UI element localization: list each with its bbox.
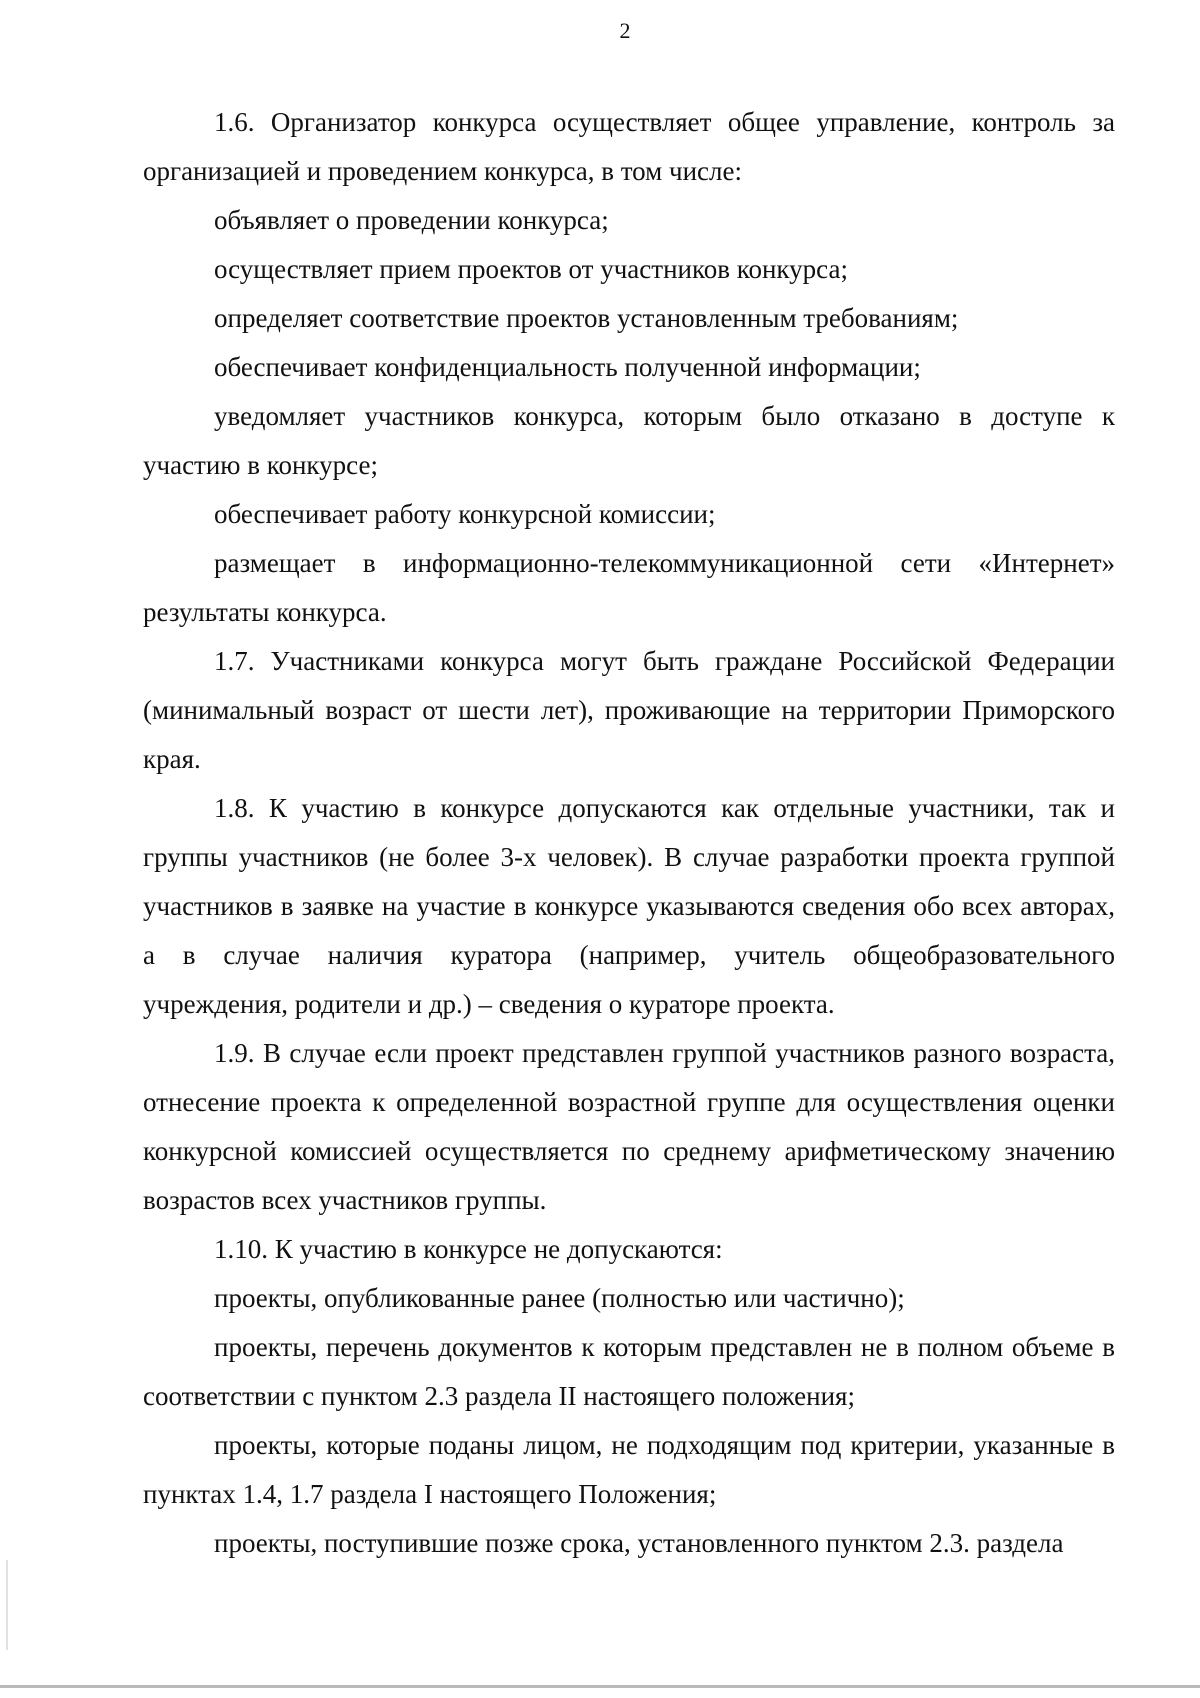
list-item-publish-results: размещает в информационно-телекоммуникационной сети «Интернет» результаты конкурса. [143, 548, 1115, 627]
list-item-criteria-mismatch: проекты, которые поданы лицом, не подходящим под критерии, указанные в пунктах 1.4, 1.7 раздела I настоящего Положения; [143, 1430, 1115, 1509]
scan-bottom-edge [0, 1685, 1200, 1688]
list-item-incomplete-documents: проекты, перечень документов к которым представлен не в полном объеме в соответствии с пунктом 2.3 раздела II настоящего положения; [143, 1332, 1115, 1411]
list-item-announce: объявляет о проведении конкурса; [214, 205, 609, 235]
document-body [143, 98, 1115, 1568]
page-number: 2 [619, 18, 631, 43]
list-item-notify-rejected: уведомляет участников конкурса, которым было отказано в доступе к участию в конкурсе; [143, 401, 1115, 480]
paragraph-1-7: 1.7. Участниками конкурса могут быть граждане Российской Федерации (минимальный возраст от шести лет), проживающие на территории Приморского края. [143, 646, 1115, 774]
scan-edge-mark [6, 1560, 8, 1650]
paragraph-1-6: 1.6. Организатор конкурса осуществляет общее управление, контроль за организацией и проведением конкурса, в том числе: [143, 107, 1115, 186]
list-item-confidentiality: обеспечивает конфиденциальность полученной информации; [214, 352, 921, 382]
list-item-commission-work: обеспечивает работу конкурсной комиссии; [214, 499, 716, 529]
list-item-accept-projects: осуществляет прием проектов от участников конкурса; [214, 254, 848, 284]
paragraph-1-8: 1.8. К участию в конкурсе допускаются как отдельные участники, так и группы участников (не более 3-х человек). В случае разработки проекта группой участников в заявке на участие в конкурсе указываются сведения обо всех авторах, а в случае наличия куратора (например, учитель общеобразовательного учреждения, родители и др.) – сведения о кураторе проекта. [143, 793, 1115, 1019]
paragraph-1-10: 1.10. К участию в конкурсе не допускаются: [214, 1234, 723, 1264]
list-item-late-submission: проекты, поступившие позже срока, установленного пунктом 2.3. раздела [214, 1528, 1064, 1558]
paragraph-1-9: 1.9. В случае если проект представлен группой участников разного возраста, отнесение проекта к определенной возрастной группе для осуществления оценки конкурсной комиссией осуществляется по среднему арифметическому значению возрастов всех участников группы. [143, 1038, 1115, 1215]
list-item-published-earlier: проекты, опубликованные ранее (полностью или частично); [214, 1283, 905, 1313]
list-item-check-compliance: определяет соответствие проектов установленным требованиям; [214, 303, 959, 333]
